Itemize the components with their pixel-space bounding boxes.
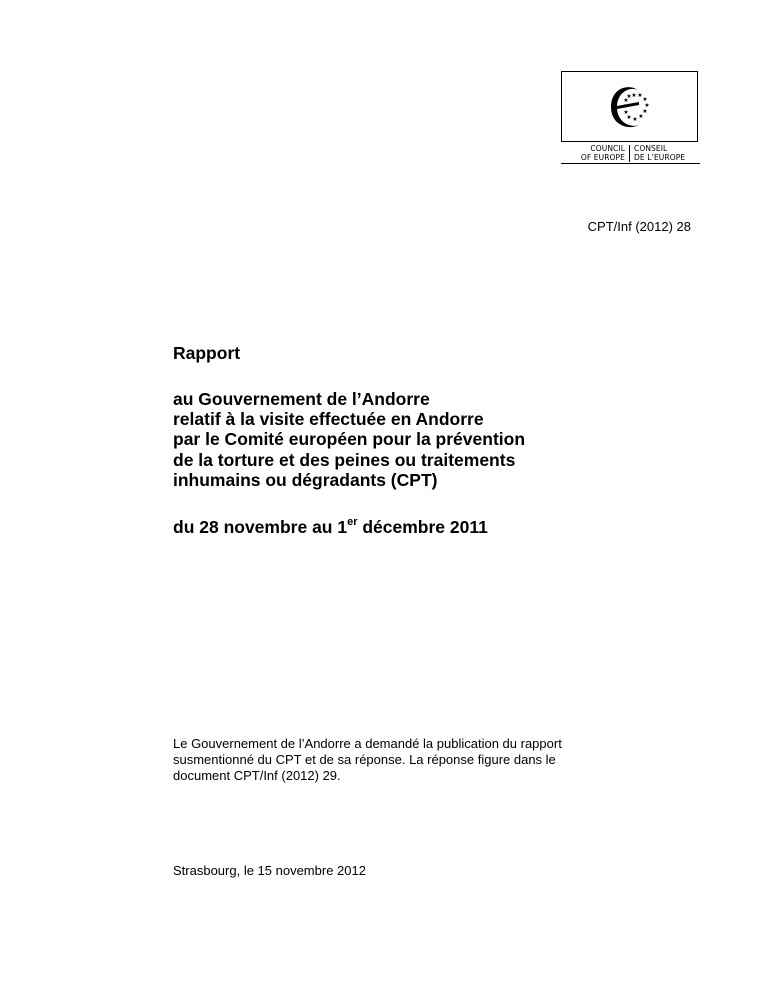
svg-text:★: ★ <box>644 102 650 109</box>
subtitle-line: relatif à la visite effectuée en Andorre <box>173 409 484 430</box>
logo-caption-english <box>564 145 629 162</box>
svg-text:★: ★ <box>637 92 643 99</box>
publication-note <box>173 736 562 783</box>
report-title: Rapport <box>173 343 241 363</box>
logo-caption-fr-line1: CONSEIL <box>634 144 668 153</box>
visit-dates-superscript: er <box>347 516 358 528</box>
logo-caption <box>564 145 700 162</box>
subtitle-line: de la torture et des peines ou traitements <box>173 449 516 470</box>
svg-text:★: ★ <box>638 113 644 120</box>
svg-text:★: ★ <box>626 114 632 121</box>
svg-text:★: ★ <box>632 116 638 123</box>
logo-caption-fr-line2: DE L’EUROPE <box>634 152 686 162</box>
svg-text:★: ★ <box>642 108 648 115</box>
visit-dates-prefix: du 28 novembre au 1 <box>173 517 348 537</box>
publication-note-line: document CPT/Inf (2012) 29. <box>173 767 341 783</box>
svg-text:★: ★ <box>642 96 648 103</box>
svg-text:★: ★ <box>622 103 628 110</box>
subtitle-line: au Gouvernement de l’Andorre <box>173 389 430 409</box>
logo-underline <box>561 163 700 164</box>
document-reference: CPT/Inf (2012) 28 <box>587 219 691 234</box>
logo-caption-french <box>629 145 685 162</box>
council-of-europe-emblem-icon <box>605 81 655 133</box>
publication-note-line: Le Gouvernement de l’Andorre a demandé la publication du rapport <box>173 736 562 751</box>
place-and-date: Strasbourg, le 15 novembre 2012 <box>173 863 366 878</box>
svg-text:★: ★ <box>623 97 629 104</box>
logo-caption-en-line2: OF EUROPE <box>580 152 625 162</box>
council-of-europe-logo <box>561 71 698 142</box>
svg-text:★: ★ <box>626 93 632 100</box>
subtitle-line: inhumains ou dégradants (CPT) <box>173 469 438 490</box>
subtitle-line: par le Comité européen pour la prévention <box>173 429 526 450</box>
report-subtitle <box>173 389 525 490</box>
publication-note-line: susmentionné du CPT et de sa réponse. La réponse figure dans le <box>173 751 556 767</box>
visit-dates-suffix: décembre 2011 <box>357 517 488 537</box>
svg-text:★: ★ <box>631 92 637 99</box>
logo-caption-en-line1: COUNCIL <box>590 144 625 153</box>
visit-dates <box>173 517 488 538</box>
svg-text:★: ★ <box>623 109 629 116</box>
